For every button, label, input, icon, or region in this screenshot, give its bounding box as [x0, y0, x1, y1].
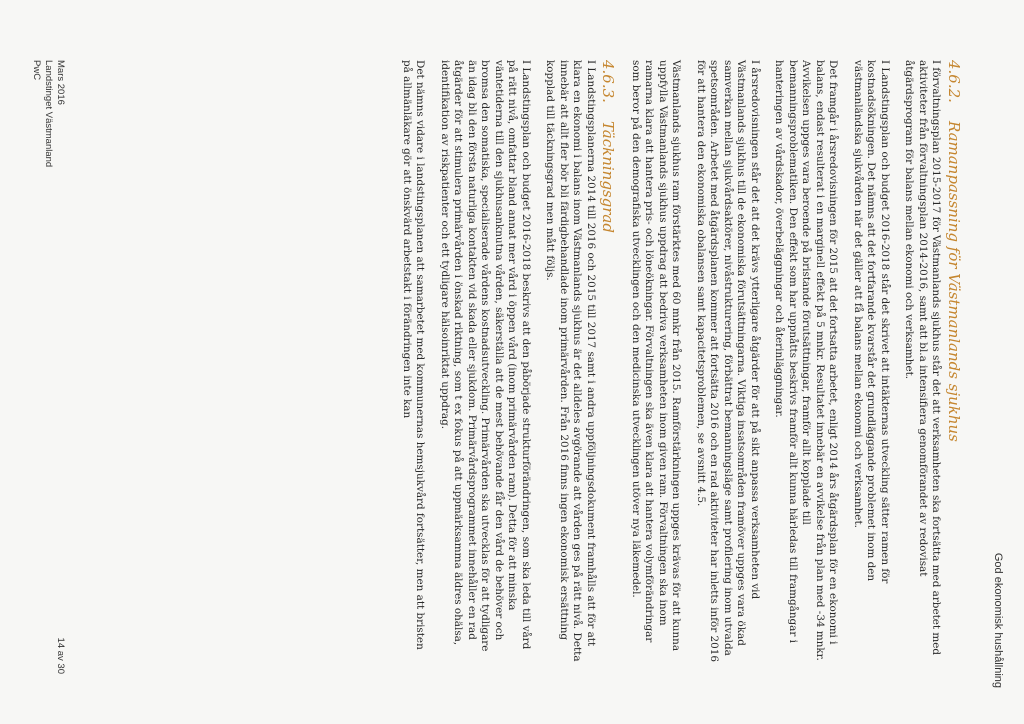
paragraph: Västmanlands sjukhus ram förstärktes med 60 mnkr från 2015. Ramförstärkningen uppges krävas för att kunna uppfylla Västmanlands sjukhus uppdrag att bedriva verksamheten inom given ram. Förvaltningen ska inom ramarna klara att hantera pris- och löneökningar. Förvaltningen ska även klara att hantera volymförändringar som beror på den demografiska utvecklingen och den medicinska utvecklingen utöver nya läkemedel.	[630, 60, 683, 652]
paragraph: I Landstingsplan och budget 2016-2018 står det skrivet att intäkternas utveckling sätter ramen för kostnadsökningen. Det nämns att det fortfarande kvarstår det grundläggande problemet inom den västmanländska sjukvården när det gäller att få balans mellan ekonomi och verksamhet.	[852, 60, 891, 584]
section-title: Täckningsgrad	[599, 120, 618, 233]
paragraph: I Landstingsplan och budget 2016-2018 beskrivs att den påbörjade strukturförändringen, som ska leda till vård på rätt nivå, omfattar bland annat mer vård i öppen vård (inom primärvården ram). Detta för att minska väntetiderna till den sjukhusanknutna vården, säkerställa att de mest behövande får den vård de behöver och bromsa den somatiska, specialiserade vårdens kostnadsutveckling. Primärvården ska utvecklas för att tydligare än idag bli den första naturliga kontakten vid skada eller sjukdom. Primärvårdsprogrammet innehåller en rad åtgärder för att stimulera primärvården i önskad riktning, som t ex fokus på att uppmärksamma äldres ohälsa, identifikation av riskpatienter och ett tydligare hälsoinriktat uppdrag.	[439, 60, 532, 652]
footer-organization: Landstinget Västmanland	[43, 60, 54, 168]
footer-date: Mars 2016	[55, 60, 66, 105]
page-header: God ekonomisk hushållning	[992, 552, 1004, 688]
footer-company: PwC	[31, 60, 42, 81]
page-footer	[30, 60, 66, 674]
paragraph: I Landstingsplanerna 2014 till 2016 och 2015 till 2017 samt i andra uppföljningsdokument framhålls att för att klara en ekonomi i balans inom Västmanlands sjukhus är det alldeles avgörande att vården ges på rätt nivå. Detta innebär att allt fler bör bli färdigbehandlade inom primärvården. Från 2016 finns ingen ekonomisk ersättning kopplad till täckningsgrad men mått följs.	[544, 60, 597, 662]
paragraph: I årsredovisningen står det att det krävs ytterligare åtgärder för att på sikt anpassa verksamheten vid Västmanlands sjukhus till de ekonomiska förutsättningarna. Viktiga insatsområden framöver uppges vara ökad samverkan mellan sjukvårdsaktörer, nivåstrukturering, förbättrat bemanningsläge samt profilering inom utvalda spetsområden. Arbetet med åtgärdsplanen kommer att fortsätta 2016 och en rad aktiviteter har inletts inför 2016 för att hantera den ekonomiska obalansen samt kapacitetsproblemen, se avsnitt 4.5.	[695, 60, 761, 662]
paragraph: Det nämns vidare i landstingsplanen att samarbetet med kommunernas hemsjukvård fortsätter, men att bristen på allmänläkare gör att önskvärd arbetstakt i förändringen inte kan	[401, 60, 427, 650]
section-heading-4-6-2	[947, 60, 961, 664]
section-number: 4.6.3.	[599, 60, 618, 103]
page-number: 14 av 30	[55, 637, 66, 674]
paragraph: I förvaltningsplan 2015-2017 för Västmanlands sjukhus står det att verksamheten ska fortsätta med arbetet med aktiviteter från förvaltningsplan 2014-2016, samt att bl.a intensifiera genomförandet av redovisat åtgärdsprogram för balans mellan ekonomi och verksamhet.	[903, 60, 943, 656]
section-title: Ramanpassning för Västmanlands sjukhus	[945, 120, 963, 442]
page-content	[389, 60, 961, 664]
paragraph: Det framgår i årsredovisningen för 2015 att det fortsatta arbetet, enligt 2014 års åtgärdsplan för en ekonomi i balans, endast resulterat i en marginell effekt på 5 mnkr. Resultatet innebär en avvikelse från plan med -34 mnkr. Avvikelsen uppges vara beroende på bristande förutsättningar, framför allt kopplade till bemanningsproblematiken. Den effekt som har uppnåtts beskrivs framför allt kunna härledas till framgångar i hanteringen av vårdskador, överbeläggningar och återinläggningar.	[773, 60, 840, 661]
section-number: 4.6.2.	[945, 60, 963, 103]
section-heading-4-6-3	[599, 60, 618, 664]
